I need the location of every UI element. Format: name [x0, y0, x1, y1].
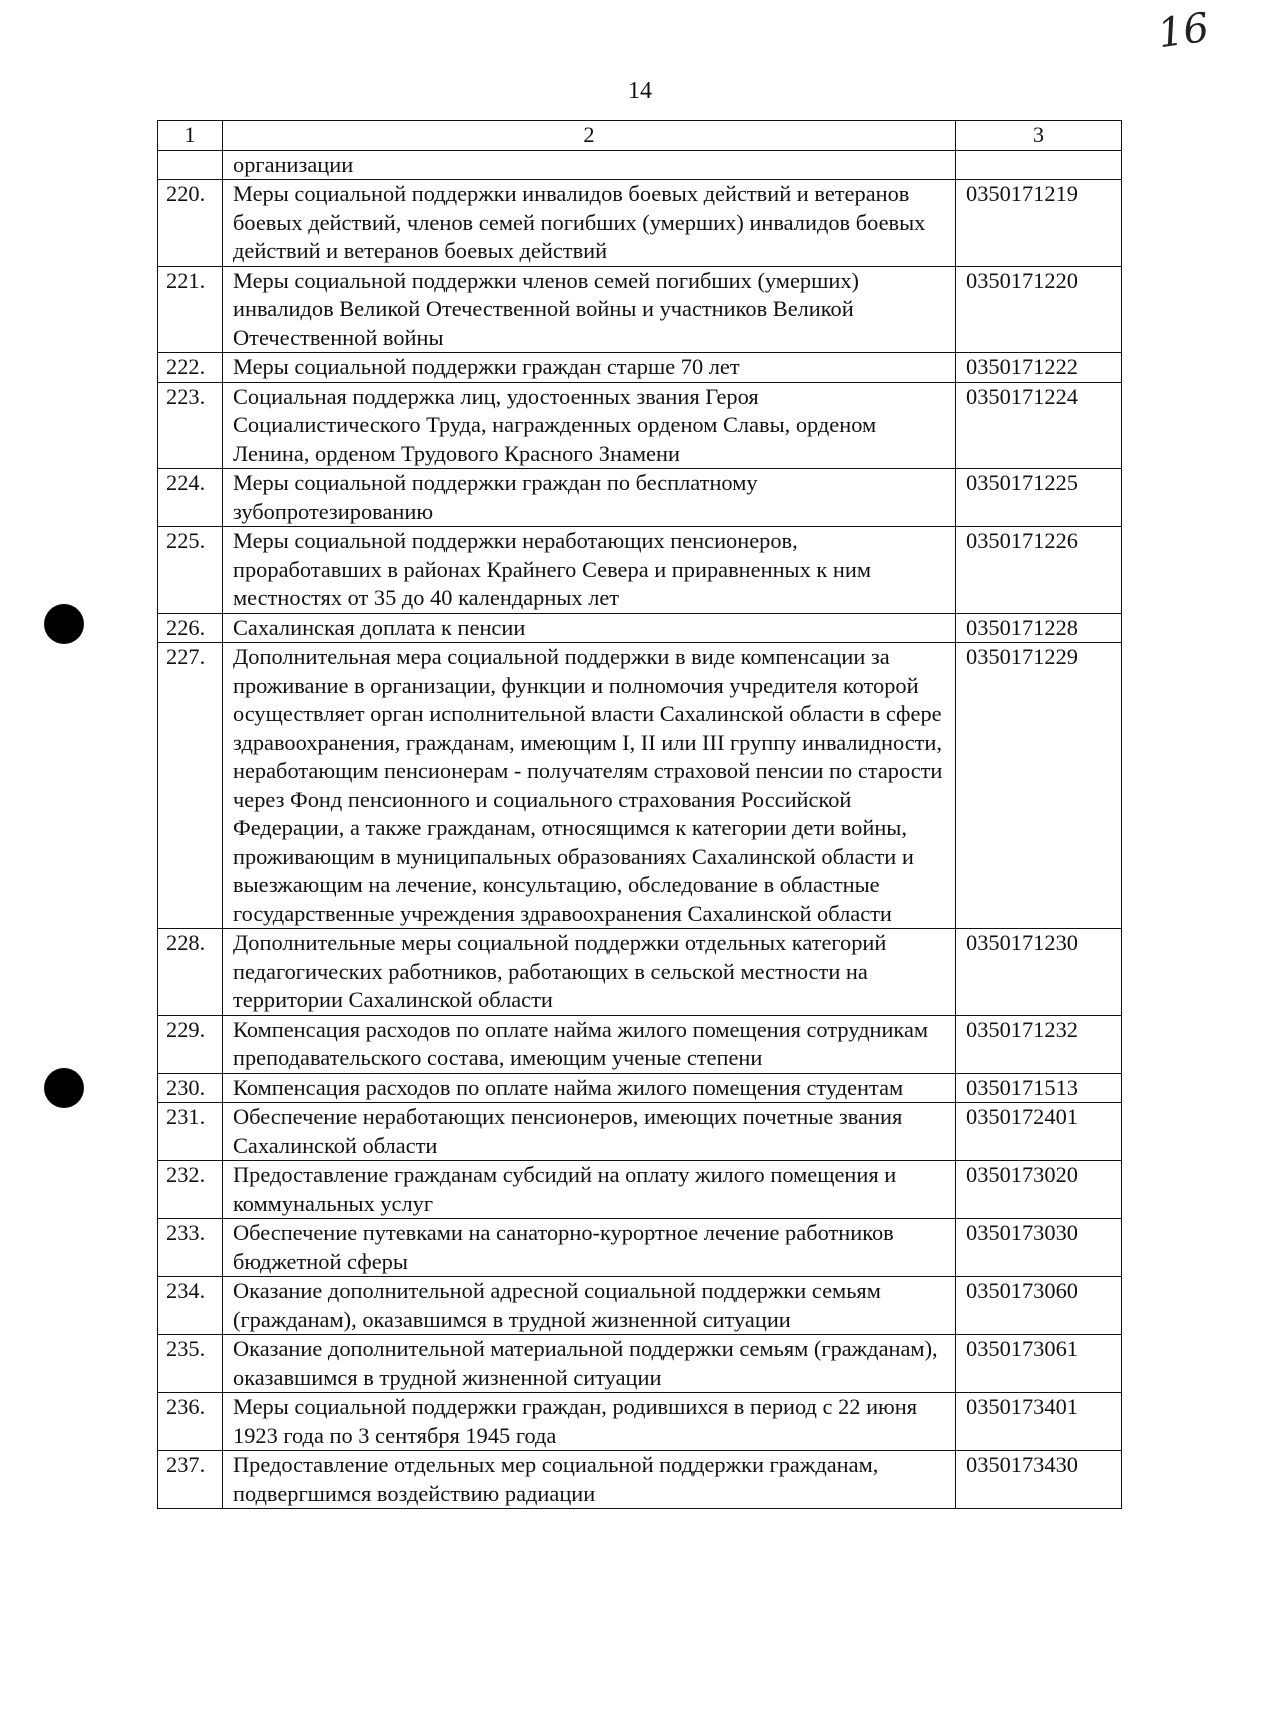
table-row: [158, 469, 1122, 527]
row-code: [956, 150, 1122, 180]
row-number: 230.: [158, 1073, 223, 1103]
handwritten-page-mark: 16: [1155, 4, 1212, 58]
table-row: [158, 643, 1122, 929]
table-row: [158, 1335, 1122, 1393]
column-header-3: 3: [956, 121, 1122, 151]
row-code: 0350171222: [956, 353, 1122, 383]
row-description: Меры социальной поддержки инвалидов боевых действий и ветеранов боевых действий, членов семей погибших (умерших) инвалидов боевых действий и ветеранов боевых действий: [223, 180, 956, 267]
table-row: [158, 353, 1122, 383]
table-row: [158, 1451, 1122, 1509]
row-code: 0350171224: [956, 382, 1122, 469]
table-body: [158, 150, 1122, 1509]
row-description: организации: [223, 150, 956, 180]
row-number: [158, 150, 223, 180]
table-row: [158, 1161, 1122, 1219]
row-description: Оказание дополнительной адресной социальной поддержки семьям (гражданам), оказавшимся в трудной жизненной ситуации: [223, 1277, 956, 1335]
row-code: 0350173401: [956, 1393, 1122, 1451]
row-code: 0350173020: [956, 1161, 1122, 1219]
table-row: [158, 1277, 1122, 1335]
table-row: [158, 613, 1122, 643]
row-number: 236.: [158, 1393, 223, 1451]
table-row: [158, 1073, 1122, 1103]
row-description: Сахалинская доплата к пенсии: [223, 613, 956, 643]
row-description: Меры социальной поддержки граждан старше 70 лет: [223, 353, 956, 383]
row-description: Обеспечение путевками на санаторно-курортное лечение работников бюджетной сферы: [223, 1219, 956, 1277]
table-row: [158, 1219, 1122, 1277]
table-row: [158, 1015, 1122, 1073]
row-number: 233.: [158, 1219, 223, 1277]
row-number: 235.: [158, 1335, 223, 1393]
row-number: 224.: [158, 469, 223, 527]
row-description: Дополнительная мера социальной поддержки в виде компенсации за проживание в организации, функции и полномочия учредителя которой осуществляет орган исполнительной власти Сахалинской области в сфере здравоохранения, гражданам, имеющим I, II или III группу инвалидности, неработающим пенсионерам - получателям страховой пенсии по старости через Фонд пенсионного и социального страхования Российской Федерации, а также гражданам, относящимся к категории дети войны, проживающим в муниципальных образованиях Сахалинской области и выезжающим на лечение, консультацию, обследование в областные государственные учреждения здравоохранения Сахалинской области: [223, 643, 956, 929]
row-number: 222.: [158, 353, 223, 383]
row-description: Предоставление гражданам субсидий на оплату жилого помещения и коммунальных услуг: [223, 1161, 956, 1219]
punch-hole: [44, 1068, 84, 1108]
row-code: 0350173060: [956, 1277, 1122, 1335]
column-header-2: 2: [223, 121, 956, 151]
table-row: [158, 1103, 1122, 1161]
table-row: [158, 1393, 1122, 1451]
row-code: 0350173030: [956, 1219, 1122, 1277]
row-code: 0350173061: [956, 1335, 1122, 1393]
row-code: 0350171228: [956, 613, 1122, 643]
row-code: 0350171225: [956, 469, 1122, 527]
row-code: 0350171220: [956, 266, 1122, 353]
punch-hole: [44, 604, 84, 644]
row-description: Меры социальной поддержки граждан по бесплатному зубопротезированию: [223, 469, 956, 527]
row-code: 0350171513: [956, 1073, 1122, 1103]
table-header-row: [158, 121, 1122, 151]
row-number: 229.: [158, 1015, 223, 1073]
row-description: Социальная поддержка лиц, удостоенных звания Героя Социалистического Труда, награжденных орденом Славы, орденом Ленина, орденом Трудового Красного Знамени: [223, 382, 956, 469]
row-description: Обеспечение неработающих пенсионеров, имеющих почетные звания Сахалинской области: [223, 1103, 956, 1161]
row-code: 0350171230: [956, 929, 1122, 1016]
row-description: Меры социальной поддержки неработающих пенсионеров, проработавших в районах Крайнего Севера и приравненных к ним местностях от 35 до 40 календарных лет: [223, 527, 956, 614]
row-code: 0350173430: [956, 1451, 1122, 1509]
column-header-1: 1: [158, 121, 223, 151]
row-number: 237.: [158, 1451, 223, 1509]
row-code: 0350172401: [956, 1103, 1122, 1161]
row-number: 226.: [158, 613, 223, 643]
row-description: Дополнительные меры социальной поддержки отдельных категорий педагогических работников, работающих в сельской местности на территории Сахалинской области: [223, 929, 956, 1016]
table-row: [158, 180, 1122, 267]
table-row: [158, 527, 1122, 614]
row-number: 228.: [158, 929, 223, 1016]
table-row: [158, 150, 1122, 180]
row-number: 221.: [158, 266, 223, 353]
row-number: 225.: [158, 527, 223, 614]
row-code: 0350171229: [956, 643, 1122, 929]
row-number: 232.: [158, 1161, 223, 1219]
row-description: Компенсация расходов по оплате найма жилого помещения студентам: [223, 1073, 956, 1103]
table-row: [158, 266, 1122, 353]
row-number: 220.: [158, 180, 223, 267]
row-number: 227.: [158, 643, 223, 929]
row-description: Меры социальной поддержки членов семей погибших (умерших) инвалидов Великой Отечественной войны и участников Великой Отечественной войны: [223, 266, 956, 353]
budget-codes-table: [157, 120, 1122, 1509]
row-number: 234.: [158, 1277, 223, 1335]
page-number: 14: [628, 78, 652, 104]
row-code: 0350171226: [956, 527, 1122, 614]
row-number: 223.: [158, 382, 223, 469]
row-description: Меры социальной поддержки граждан, родившихся в период с 22 июня 1923 года по 3 сентября 1945 года: [223, 1393, 956, 1451]
table-row: [158, 929, 1122, 1016]
row-number: 231.: [158, 1103, 223, 1161]
row-description: Оказание дополнительной материальной поддержки семьям (гражданам), оказавшимся в трудной жизненной ситуации: [223, 1335, 956, 1393]
row-description: Предоставление отдельных мер социальной поддержки гражданам, подвергшимся воздействию радиации: [223, 1451, 956, 1509]
row-code: 0350171219: [956, 180, 1122, 267]
table-row: [158, 382, 1122, 469]
row-description: Компенсация расходов по оплате найма жилого помещения сотрудникам преподавательского состава, имеющим ученые степени: [223, 1015, 956, 1073]
row-code: 0350171232: [956, 1015, 1122, 1073]
